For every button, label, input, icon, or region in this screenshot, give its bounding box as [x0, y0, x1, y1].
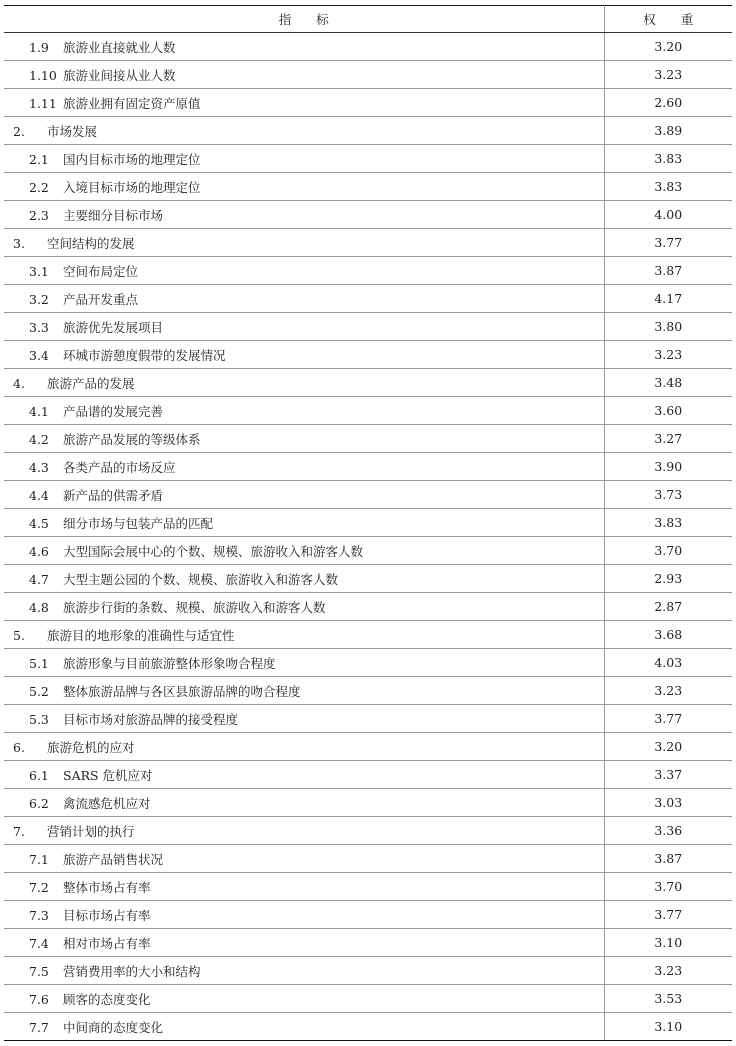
indicator-cell: [4, 509, 604, 537]
indicator-code: 5.2: [29, 683, 49, 699]
indicator-code: 7.2: [29, 879, 49, 895]
indicator-cell: [4, 257, 604, 285]
weight-cell: 3.20: [604, 33, 732, 61]
table-row: [4, 873, 732, 901]
indicator-code: 4.2: [29, 431, 49, 447]
weight-cell: 3.73: [604, 481, 732, 509]
weight-cell: 3.03: [604, 789, 732, 817]
indicator-label: 整体旅游品牌与各区县旅游品牌的吻合程度: [63, 683, 301, 699]
indicator-code: 4.6: [29, 543, 49, 559]
indicator-code: 7.5: [29, 963, 49, 979]
indicator-code: 4.8: [29, 599, 49, 615]
indicator-label: SARS 危机应对: [63, 767, 153, 783]
weight-cell: 3.48: [604, 369, 732, 397]
indicator-label: 细分市场与包装产品的匹配: [63, 515, 214, 531]
table-body: [4, 33, 732, 1041]
table-row: [4, 537, 732, 565]
indicator-cell: [4, 845, 604, 873]
weight-cell: 3.90: [604, 453, 732, 481]
indicator-label: 入境目标市场的地理定位: [63, 179, 201, 195]
table-row: [4, 957, 732, 985]
indicator-label: 旅游形象与目前旅游整体形象吻合程度: [63, 655, 276, 671]
indicator-label: 空间结构的发展: [47, 235, 135, 251]
indicator-code: 7.7: [29, 1019, 49, 1035]
weight-cell: 3.23: [604, 957, 732, 985]
indicator-code: 3.4: [29, 347, 49, 363]
header-indicator: 指 标: [4, 6, 604, 33]
weight-cell: 3.36: [604, 817, 732, 845]
indicator-cell: [4, 985, 604, 1013]
indicator-cell: [4, 593, 604, 621]
indicator-label: 产品谱的发展完善: [63, 403, 164, 419]
weight-cell: 3.53: [604, 985, 732, 1013]
indicator-cell: [4, 957, 604, 985]
table-row: [4, 761, 732, 789]
indicator-cell: [4, 341, 604, 369]
indicator-label: 营销费用率的大小和结构: [63, 963, 201, 979]
indicator-cell: [4, 369, 604, 397]
table-row: [4, 845, 732, 873]
indicator-code: 7.: [13, 823, 25, 839]
indicator-cell: [4, 901, 604, 929]
table-row: [4, 285, 732, 313]
weight-cell: 3.89: [604, 117, 732, 145]
indicator-label: 市场发展: [47, 123, 98, 139]
header-weight: 权 重: [604, 6, 732, 33]
indicator-label: 顾客的态度变化: [63, 991, 151, 1007]
weight-cell: 3.77: [604, 901, 732, 929]
indicator-cell: [4, 313, 604, 341]
table-header-row: [4, 6, 732, 33]
table-row: [4, 621, 732, 649]
table-row: [4, 313, 732, 341]
table-row: [4, 341, 732, 369]
weight-cell: 3.87: [604, 845, 732, 873]
indicator-code: 2.2: [29, 179, 49, 195]
indicator-label: 旅游危机的应对: [47, 739, 135, 755]
indicator-cell: [4, 89, 604, 117]
table-row: [4, 33, 732, 61]
table-row: [4, 173, 732, 201]
table-row: [4, 789, 732, 817]
weight-cell: 3.27: [604, 425, 732, 453]
weight-cell: 3.10: [604, 929, 732, 957]
indicator-label: 产品开发重点: [63, 291, 139, 307]
indicator-code: 7.4: [29, 935, 49, 951]
indicator-cell: [4, 621, 604, 649]
table-row: [4, 453, 732, 481]
indicator-code: 6.1: [29, 767, 49, 783]
table-row: [4, 1013, 732, 1041]
weight-cell: 3.70: [604, 537, 732, 565]
indicator-cell: [4, 733, 604, 761]
indicator-cell: [4, 397, 604, 425]
table-row: [4, 145, 732, 173]
weight-cell: 3.10: [604, 1013, 732, 1041]
table-row: [4, 985, 732, 1013]
indicator-label: 旅游业拥有固定资产原值: [63, 95, 201, 111]
indicator-code: 2.3: [29, 207, 49, 223]
indicator-cell: [4, 285, 604, 313]
indicator-code: 3.2: [29, 291, 49, 307]
indicator-label: 大型主题公园的个数、规模、旅游收入和游客人数: [63, 571, 339, 587]
table-row: [4, 229, 732, 257]
indicator-cell: [4, 229, 604, 257]
indicator-label: 目标市场对旅游品牌的接受程度: [63, 711, 239, 727]
indicator-label: 旅游产品的发展: [47, 375, 135, 391]
indicator-label: 环城市游憩度假带的发展情况: [63, 347, 226, 363]
table-row: [4, 117, 732, 145]
indicator-label: 相对市场占有率: [63, 935, 151, 951]
weight-cell: 3.83: [604, 145, 732, 173]
indicator-code: 2.1: [29, 151, 49, 167]
table-row: [4, 509, 732, 537]
indicator-code: 3.3: [29, 319, 49, 335]
indicator-code: 7.1: [29, 851, 49, 867]
table-row: [4, 201, 732, 229]
indicator-cell: [4, 425, 604, 453]
indicator-cell: [4, 677, 604, 705]
weight-cell: 3.77: [604, 229, 732, 257]
weight-cell: 3.23: [604, 61, 732, 89]
indicator-cell: [4, 537, 604, 565]
indicator-cell: [4, 33, 604, 61]
indicator-weight-table: [4, 5, 732, 1041]
table-row: [4, 817, 732, 845]
table-row: [4, 369, 732, 397]
weight-cell: 4.03: [604, 649, 732, 677]
indicator-cell: [4, 453, 604, 481]
indicator-code: 4.: [13, 375, 25, 391]
table-row: [4, 677, 732, 705]
indicator-label: 新产品的供需矛盾: [63, 487, 164, 503]
indicator-label: 整体市场占有率: [63, 879, 151, 895]
indicator-code: 7.6: [29, 991, 49, 1007]
indicator-label: 禽流感危机应对: [63, 795, 151, 811]
weight-cell: 3.87: [604, 257, 732, 285]
table-row: [4, 593, 732, 621]
weight-cell: 2.93: [604, 565, 732, 593]
table-row: [4, 705, 732, 733]
indicator-label: 旅游业直接就业人数: [63, 39, 176, 55]
table-row: [4, 901, 732, 929]
weight-cell: 4.17: [604, 285, 732, 313]
weight-cell: 3.23: [604, 341, 732, 369]
indicator-cell: [4, 173, 604, 201]
indicator-code: 5.3: [29, 711, 49, 727]
indicator-code: 1.11: [29, 95, 57, 111]
indicator-label: 中间商的态度变化: [63, 1019, 164, 1035]
indicator-cell: [4, 817, 604, 845]
indicator-cell: [4, 145, 604, 173]
table-row: [4, 397, 732, 425]
weight-cell: 3.83: [604, 173, 732, 201]
indicator-label: 旅游业间接从业人数: [63, 67, 176, 83]
indicator-code: 4.1: [29, 403, 49, 419]
table-row: [4, 929, 732, 957]
indicator-label: 旅游目的地形象的准确性与适宜性: [47, 627, 235, 643]
indicator-label: 旅游步行街的条数、规模、旅游收入和游客人数: [63, 599, 326, 615]
weight-cell: 2.87: [604, 593, 732, 621]
weight-cell: 3.23: [604, 677, 732, 705]
indicator-label: 国内目标市场的地理定位: [63, 151, 201, 167]
indicator-code: 6.2: [29, 795, 49, 811]
weight-cell: 3.77: [604, 705, 732, 733]
indicator-label: 主要细分目标市场: [63, 207, 164, 223]
indicator-cell: [4, 705, 604, 733]
indicator-code: 6.: [13, 739, 25, 755]
weight-cell: 3.83: [604, 509, 732, 537]
indicator-label: 旅游产品发展的等级体系: [63, 431, 201, 447]
indicator-cell: [4, 789, 604, 817]
indicator-code: 4.4: [29, 487, 49, 503]
indicator-label: 旅游优先发展项目: [63, 319, 164, 335]
indicator-label: 营销计划的执行: [47, 823, 135, 839]
indicator-code: 7.3: [29, 907, 49, 923]
indicator-cell: [4, 929, 604, 957]
indicator-cell: [4, 873, 604, 901]
indicator-code: 1.9: [29, 39, 49, 55]
indicator-label: 旅游产品销售状况: [63, 851, 164, 867]
weight-cell: 3.37: [604, 761, 732, 789]
weight-cell: 3.68: [604, 621, 732, 649]
weight-cell: 3.20: [604, 733, 732, 761]
table-row: [4, 425, 732, 453]
weight-cell: 4.00: [604, 201, 732, 229]
table-row: [4, 649, 732, 677]
indicator-cell: [4, 649, 604, 677]
indicator-cell: [4, 1013, 604, 1041]
indicator-label: 大型国际会展中心的个数、规模、旅游收入和游客人数: [63, 543, 364, 559]
weight-cell: 3.80: [604, 313, 732, 341]
indicator-cell: [4, 761, 604, 789]
indicator-code: 1.10: [29, 67, 57, 83]
indicator-cell: [4, 565, 604, 593]
indicator-label: 各类产品的市场反应: [63, 459, 176, 475]
table-row: [4, 733, 732, 761]
indicator-code: 4.3: [29, 459, 49, 475]
table-row: [4, 565, 732, 593]
weight-cell: 2.60: [604, 89, 732, 117]
indicator-cell: [4, 61, 604, 89]
weight-cell: 3.70: [604, 873, 732, 901]
indicator-label: 空间布局定位: [63, 263, 139, 279]
indicator-code: 5.: [13, 627, 25, 643]
table-row: [4, 481, 732, 509]
indicator-code: 5.1: [29, 655, 49, 671]
table-row: [4, 61, 732, 89]
indicator-code: 4.7: [29, 571, 49, 587]
indicator-code: 4.5: [29, 515, 49, 531]
table-row: [4, 257, 732, 285]
weight-cell: 3.60: [604, 397, 732, 425]
indicator-code: 2.: [13, 123, 25, 139]
table-row: [4, 89, 732, 117]
indicator-cell: [4, 481, 604, 509]
indicator-code: 3.: [13, 235, 25, 251]
indicator-label: 目标市场占有率: [63, 907, 151, 923]
indicator-code: 3.1: [29, 263, 49, 279]
indicator-cell: [4, 201, 604, 229]
indicator-cell: [4, 117, 604, 145]
